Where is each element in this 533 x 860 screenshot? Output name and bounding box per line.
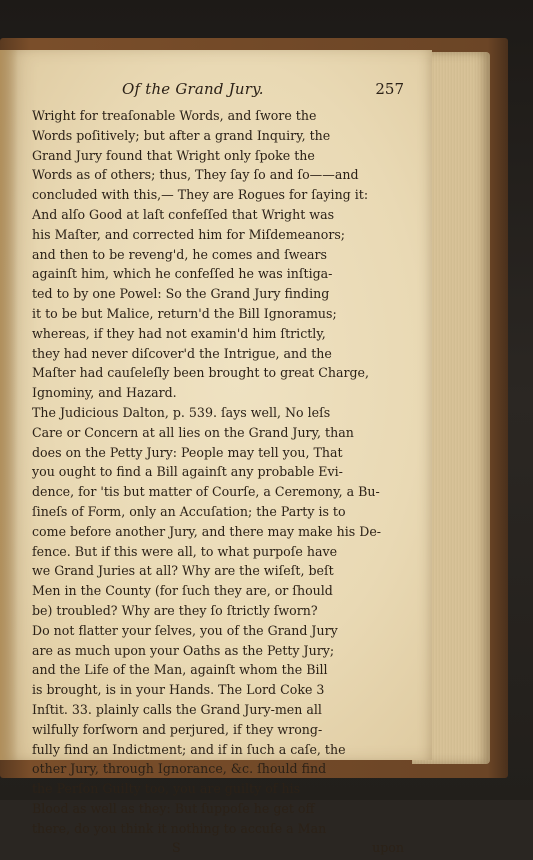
text-line: come before another Jury, and there may make his De- — [32, 523, 382, 539]
text-line: wilfully forſworn and perjured, if they wrong- — [32, 721, 323, 737]
page-text-block — [32, 80, 410, 860]
text-line: are as much upon your Oaths as the Petty Jury; — [32, 642, 335, 658]
text-line: we Grand Juries at all? Why are the wiſeſt, beſt — [32, 563, 334, 579]
page-header — [32, 80, 410, 102]
body-text — [32, 106, 410, 838]
text-line: they had never diſcover'd the Intrigue, and the — [32, 345, 332, 361]
page-gutter-shadow — [0, 50, 18, 760]
text-line: ted to by one Powel: So the Grand Jury finding — [32, 286, 330, 302]
text-line: you ought to find a Bill againſt any probable Evi- — [32, 464, 343, 480]
page-footer — [32, 840, 410, 860]
text-line: his Maſter, and corrected him for Miſdemeanors; — [32, 226, 346, 242]
text-line: the Perſon Guilty too, you are guilty of his — [32, 781, 301, 797]
text-line: there, do you think it nothing to accuſe a Man — [32, 820, 327, 836]
book-page — [0, 50, 432, 856]
text-line: it to be but Malice, return'd the Bill Ignoramus; — [32, 305, 337, 321]
catchword: upon — [372, 840, 404, 856]
text-line: dence, for 'tis but matter of Courſe, a Ceremony, a Bu- — [32, 484, 380, 500]
text-line: is brought, is in your Hands. The Lord Coke 3 — [32, 682, 325, 698]
text-line: other Jury, through Ignorance, &c. ſhould find — [32, 761, 327, 777]
text-line: ſineſs of Form, only an Accuſation; the Party is to — [32, 503, 346, 519]
text-line: Men in the County (for ſuch they are, or ſhould — [32, 583, 333, 599]
text-line: Words as of others; thus, They ſay ſo and ſo——and — [32, 167, 359, 183]
text-line: Blood as well as they: But ſuppoſe he get off — [32, 800, 315, 816]
text-line: Ignominy, and Hazard. — [32, 385, 177, 401]
text-line: and the Life of the Man, againſt whom the Bill — [32, 662, 328, 678]
text-line: Maſter had cauſeleſly been brought to great Charge, — [32, 365, 369, 381]
text-line: and then to be reveng'd, he comes and ſwears — [32, 246, 327, 262]
running-head: Of the Grand Jury. — [122, 80, 264, 98]
text-line: Inſtit. 33. plainly calls the Grand Jury-men all — [32, 701, 322, 717]
text-line: Grand Jury found that Wright only ſpoke the — [32, 147, 315, 163]
text-line: Do not flatter your ſelves, you of the Grand Jury — [32, 622, 338, 638]
text-line: Wright for treaſonable Words, and ſwore the — [32, 108, 317, 123]
signature-mark: S — [172, 840, 181, 856]
text-line: Care or Concern at all lies on the Grand Jury, than — [32, 424, 354, 440]
page-number: 257 — [375, 80, 404, 98]
text-line: be) troubled? Why are they ſo ſtrictly ſworn? — [32, 602, 318, 618]
text-line: The Judicious Dalton, p. 539. ſays well, No leſs — [32, 404, 331, 420]
text-line: does on the Petty Jury: People may tell you, That — [32, 444, 343, 460]
text-line: Words poſitively; but after a grand Inquiry, the — [32, 127, 331, 143]
text-line: againſt him, which he confeſſed he was inſtiga- — [32, 266, 333, 282]
text-line: whereas, if they had not examin'd him ſtrictly, — [32, 325, 326, 341]
text-line: fence. But if this were all, to what purpoſe have — [32, 543, 338, 559]
text-line: concluded with this,— They are Rogues for ſaying it: — [32, 187, 369, 203]
text-line: And alſo Good at laſt confeſſed that Wright was — [32, 206, 335, 222]
text-line: fully find an Indictment; and if in ſuch a caſe, the — [32, 741, 346, 757]
